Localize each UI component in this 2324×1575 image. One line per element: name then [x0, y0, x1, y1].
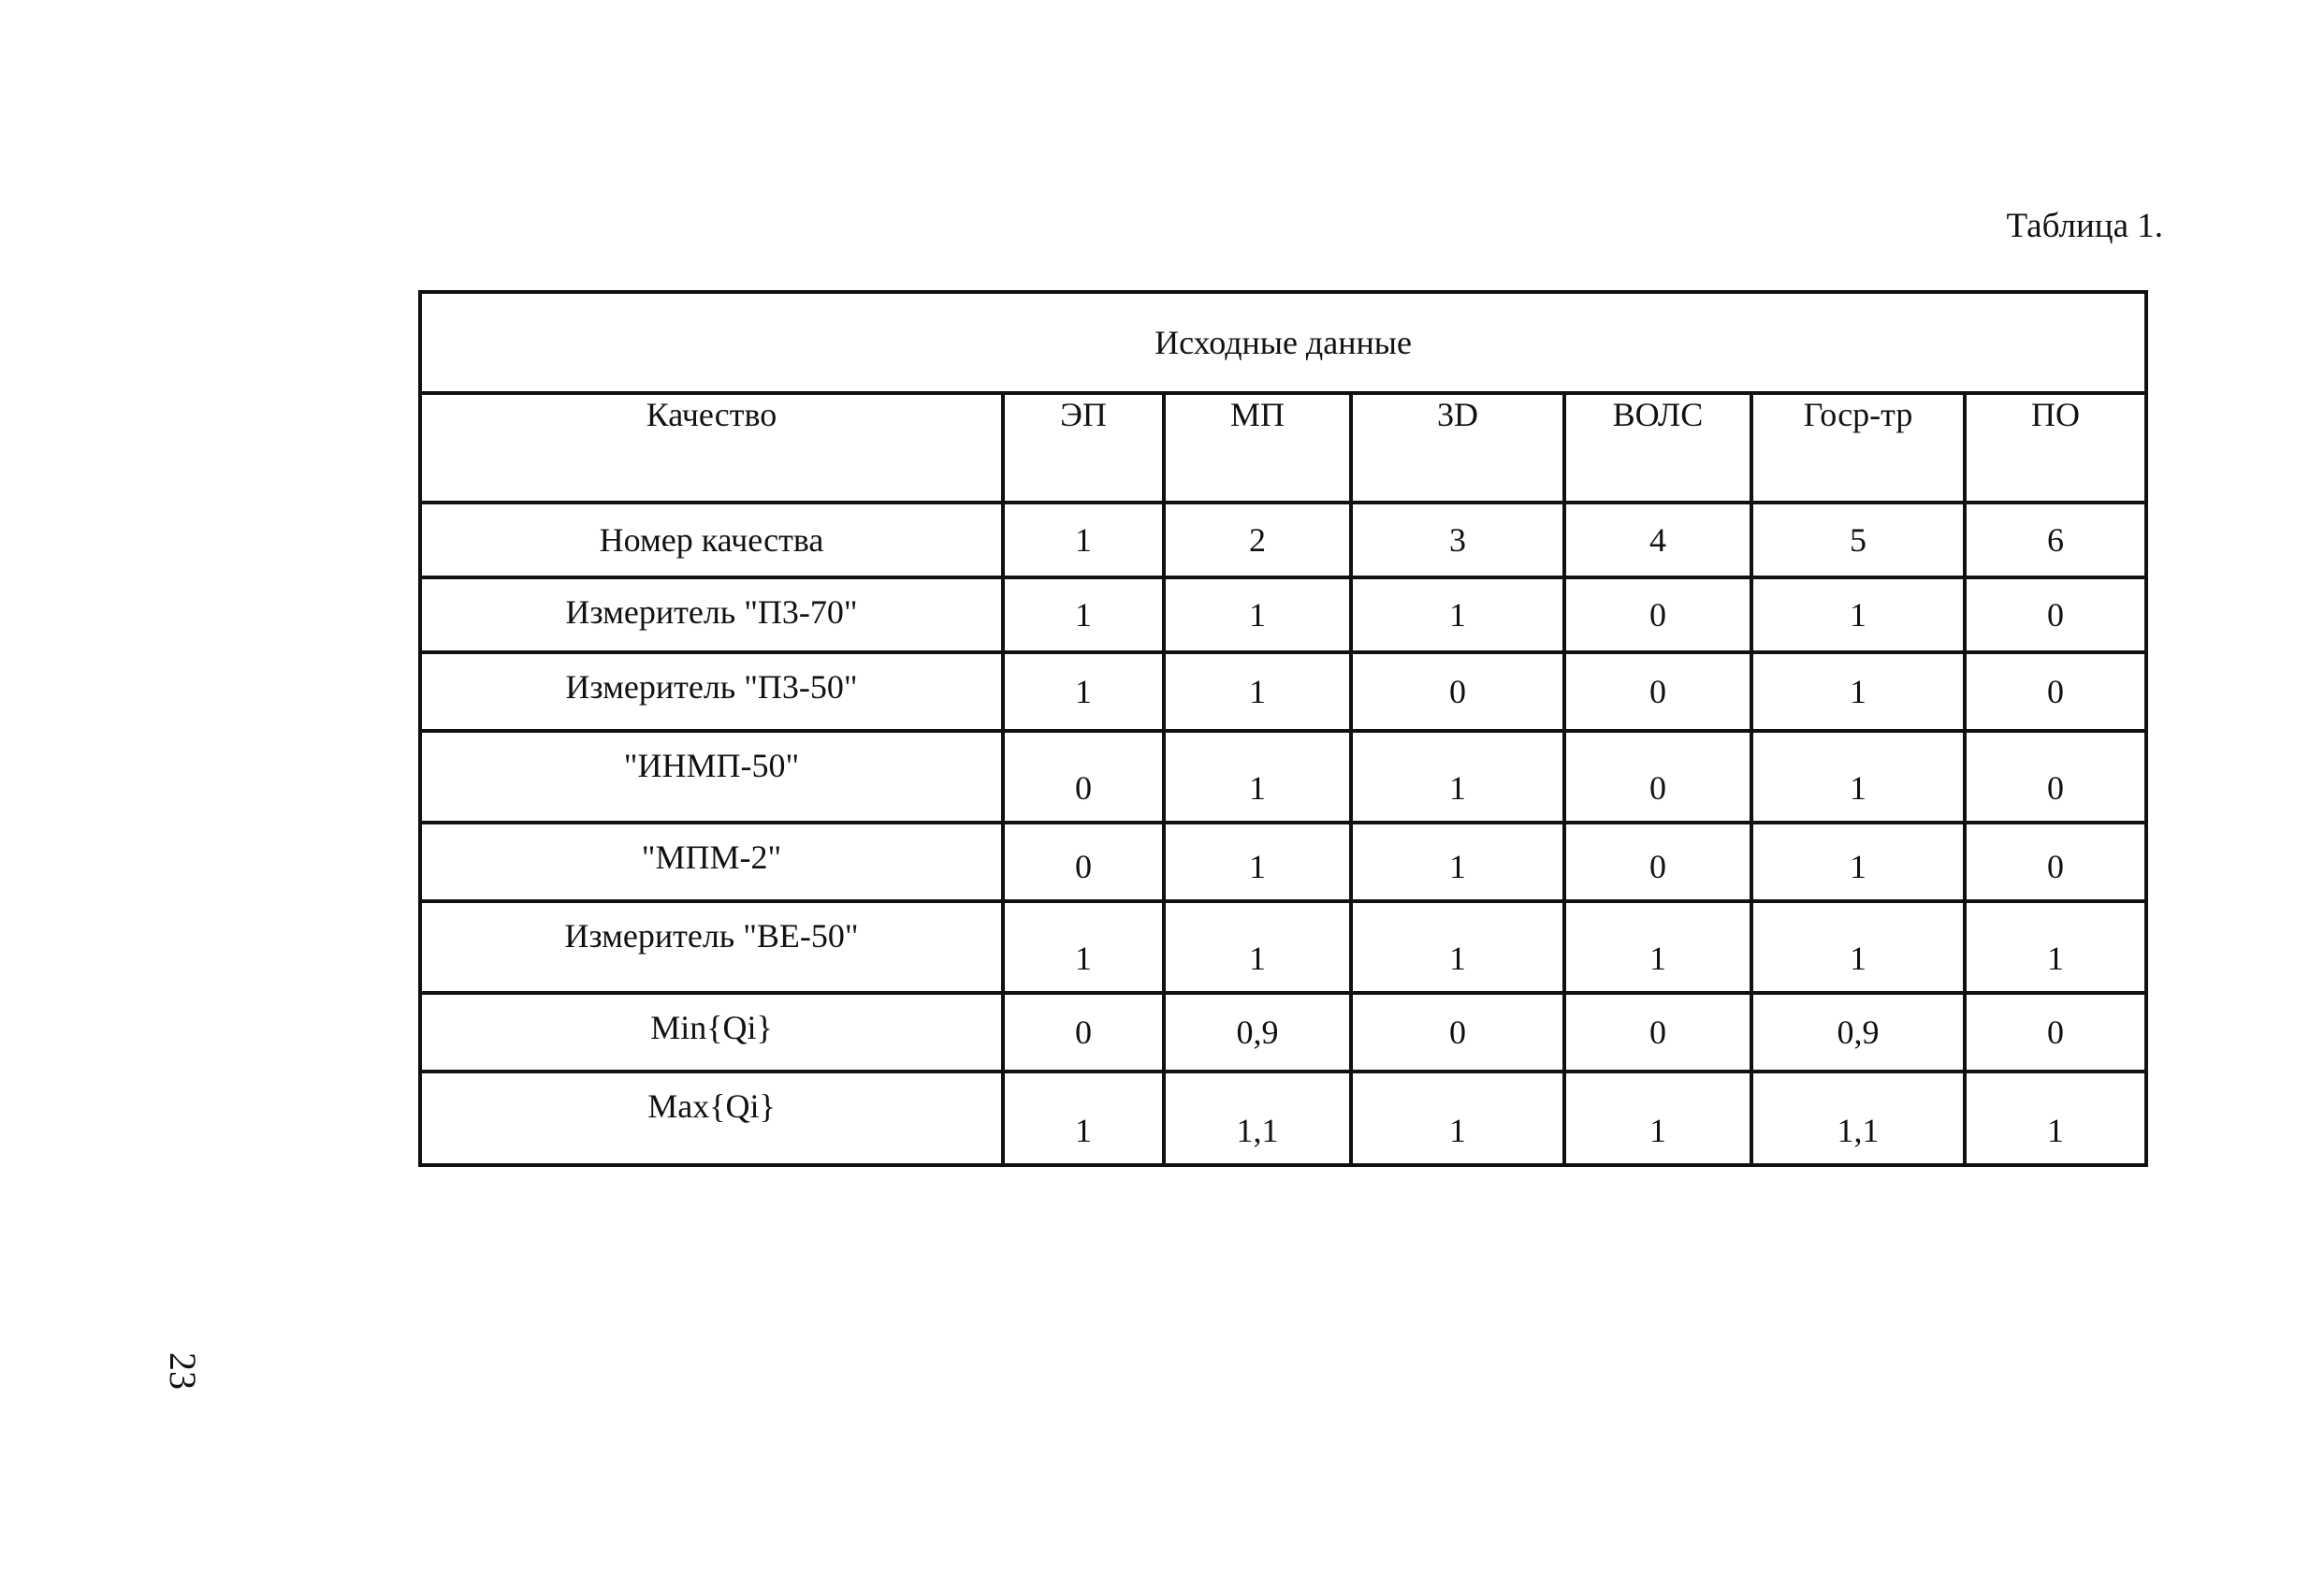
table-cell: 1	[1351, 577, 1564, 652]
row-label: Max{Qi}	[420, 1072, 1003, 1165]
table-cell: 1,1	[1164, 1072, 1351, 1165]
table-cell: 0	[1351, 993, 1564, 1072]
table-cell: 3	[1351, 503, 1564, 577]
row-label: "МПМ-2"	[420, 823, 1003, 901]
column-header: МП	[1164, 393, 1351, 503]
table-cell: 1	[1351, 731, 1564, 823]
column-header: ЭП	[1003, 393, 1164, 503]
table-cell: 1	[1351, 823, 1564, 901]
table-cell: 1	[1164, 652, 1351, 731]
table-cell: 1	[1003, 652, 1164, 731]
table-cell: 4	[1564, 503, 1751, 577]
column-header: ВОЛС	[1564, 393, 1751, 503]
page-number: 23	[162, 1352, 204, 1390]
table-row	[420, 993, 2146, 1072]
table-cell: 1	[1003, 901, 1164, 993]
table-cell: 1	[1751, 577, 1965, 652]
column-header: ПО	[1965, 393, 2146, 503]
table-cell: 0	[1003, 993, 1164, 1072]
column-header: Госр-тр	[1751, 393, 1965, 503]
row-label: "ИНМП-50"	[420, 731, 1003, 823]
table-cell: 6	[1965, 503, 2146, 577]
table-cell: 1	[1164, 731, 1351, 823]
table-cell: 0,9	[1164, 993, 1351, 1072]
table-title-row	[420, 292, 2146, 393]
table-cell: 1	[1164, 823, 1351, 901]
table-cell: 5	[1751, 503, 1965, 577]
header-label: Качество	[420, 393, 1003, 503]
table-row	[420, 823, 2146, 901]
row-label: Измеритель "BE-50"	[420, 901, 1003, 993]
table-row	[420, 652, 2146, 731]
table-cell: 1	[1564, 901, 1751, 993]
table-cell: 1	[1003, 1072, 1164, 1165]
row-label: Измеритель "П3-50"	[420, 652, 1003, 731]
table-cell: 0	[1564, 731, 1751, 823]
table-cell: 0	[1351, 652, 1564, 731]
table-cell: 1	[1351, 1072, 1564, 1165]
table-cell: 1	[1003, 577, 1164, 652]
table-cell: 1	[1751, 901, 1965, 993]
table-header-row	[420, 393, 2146, 503]
table-caption: Таблица 1.	[2006, 207, 2163, 245]
table-row	[420, 901, 2146, 993]
table-cell: 2	[1164, 503, 1351, 577]
table-cell: 1	[1164, 577, 1351, 652]
table-cell: 1	[1965, 1072, 2146, 1165]
row-label: Измеритель "П3-70"	[420, 577, 1003, 652]
table-title: Исходные данные	[420, 292, 2146, 393]
table-cell: 0	[1564, 823, 1751, 901]
table-row	[420, 731, 2146, 823]
table-cell: 1	[1164, 901, 1351, 993]
table-cell: 0	[1965, 577, 2146, 652]
table-cell: 1	[1751, 731, 1965, 823]
table-cell: 0	[1003, 731, 1164, 823]
table-row	[420, 577, 2146, 652]
table-cell: 1	[1751, 652, 1965, 731]
table-cell: 1	[1965, 901, 2146, 993]
table-row	[420, 503, 2146, 577]
table-cell: 1	[1751, 823, 1965, 901]
table-cell: 1	[1003, 503, 1164, 577]
table-cell: 0	[1564, 652, 1751, 731]
table-cell: 0	[1965, 993, 2146, 1072]
row-label: Min{Qi}	[420, 993, 1003, 1072]
table-row	[420, 1072, 2146, 1165]
table-cell: 1	[1564, 1072, 1751, 1165]
table-cell: 0	[1965, 823, 2146, 901]
source-data-table	[418, 290, 2148, 1167]
table-cell: 0	[1965, 652, 2146, 731]
column-header: 3D	[1351, 393, 1564, 503]
table-cell: 0	[1564, 577, 1751, 652]
table-cell: 0	[1003, 823, 1164, 901]
table-cell: 0	[1965, 731, 2146, 823]
table-cell: 0,9	[1751, 993, 1965, 1072]
table-cell: 1,1	[1751, 1072, 1965, 1165]
row-label: Номер качества	[420, 503, 1003, 577]
table-cell: 1	[1351, 901, 1564, 993]
table-cell: 0	[1564, 993, 1751, 1072]
